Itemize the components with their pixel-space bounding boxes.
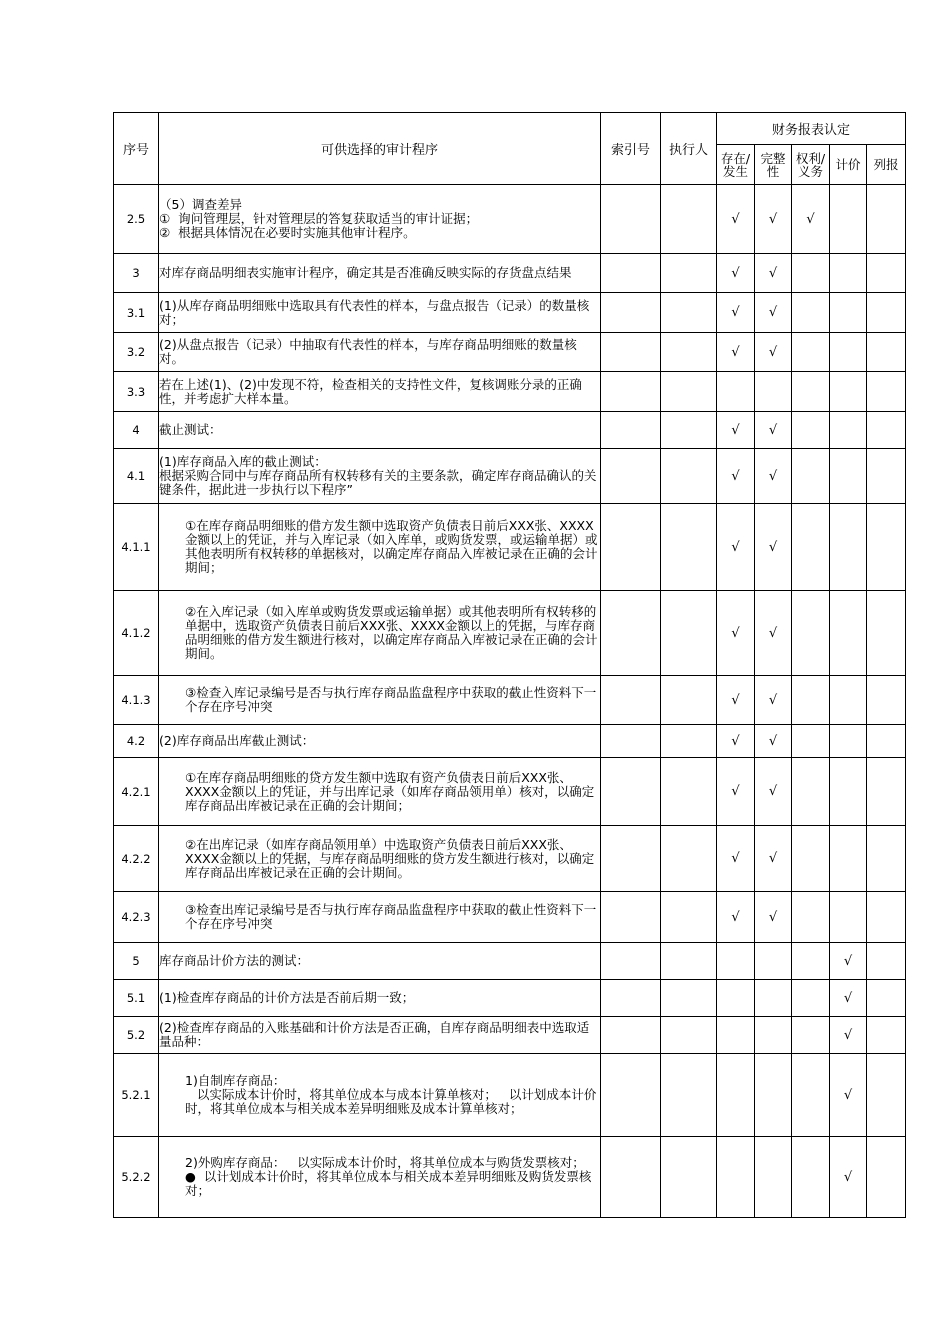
row-index-cell [601, 591, 661, 676]
row-mark-existence [717, 980, 755, 1017]
row-executor-cell [661, 758, 717, 826]
row-mark-completeness [755, 1054, 792, 1137]
row-mark-completeness: √ [755, 449, 792, 504]
row-procedure: ①在库存商品明细账的借方发生额中选取资产负债表日前后XXX张、XXXX金额以上的凭证，并与入库记录（如入库单，或购货发票，或运输单据）或其他表明所有权转移的单据核对，以确定库存商品入库被记录在正确的会计期间； [159, 504, 601, 591]
row-mark-completeness [755, 1017, 792, 1054]
row-seq: 3 [114, 254, 159, 293]
row-mark-presentation [867, 254, 906, 293]
row-mark-existence [717, 943, 755, 980]
row-mark-completeness: √ [755, 504, 792, 591]
table-row [114, 892, 906, 943]
row-mark-valuation: √ [830, 1137, 867, 1218]
row-mark-completeness: √ [755, 892, 792, 943]
row-mark-presentation [867, 333, 906, 372]
row-mark-rights [792, 504, 830, 591]
row-mark-completeness: √ [755, 725, 792, 758]
table-row [114, 1054, 906, 1137]
row-seq: 4.2.3 [114, 892, 159, 943]
row-mark-completeness: √ [755, 826, 792, 892]
row-mark-existence [717, 1054, 755, 1137]
row-mark-valuation [830, 333, 867, 372]
row-seq: 3.3 [114, 372, 159, 412]
row-mark-valuation: √ [830, 1017, 867, 1054]
row-mark-existence [717, 372, 755, 412]
row-mark-existence: √ [717, 504, 755, 591]
row-mark-rights [792, 758, 830, 826]
table-row [114, 826, 906, 892]
row-mark-existence: √ [717, 449, 755, 504]
row-mark-valuation [830, 725, 867, 758]
header-completeness: 完整性 [755, 145, 792, 185]
row-mark-valuation [830, 758, 867, 826]
row-seq: 5.2.1 [114, 1054, 159, 1137]
row-procedure: (2)检查库存商品的入账基础和计价方法是否正确，自库存商品明细表中选取适量品种： [159, 1017, 601, 1054]
row-mark-valuation [830, 185, 867, 254]
row-mark-valuation [830, 372, 867, 412]
row-procedure: ②在出库记录（如库存商品领用单）中选取资产负债表日前后XXX张、XXXX金额以上的凭据，与库存商品明细账的贷方发生额进行核对，以确定库存商品出库被记录在正确的会计期间。 [159, 826, 601, 892]
row-seq: 3.2 [114, 333, 159, 372]
table-row [114, 504, 906, 591]
row-executor-cell [661, 185, 717, 254]
row-mark-valuation [830, 412, 867, 449]
row-mark-valuation: √ [830, 943, 867, 980]
row-seq: 2.5 [114, 185, 159, 254]
row-executor-cell [661, 826, 717, 892]
row-index-cell [601, 293, 661, 333]
row-procedure: (1)从库存商品明细账中选取具有代表性的样本，与盘点报告（记录）的数量核对； [159, 293, 601, 333]
row-index-cell [601, 676, 661, 725]
row-mark-completeness: √ [755, 185, 792, 254]
row-mark-completeness [755, 372, 792, 412]
row-seq: 4.2.1 [114, 758, 159, 826]
row-executor-cell [661, 1054, 717, 1137]
row-seq: 4 [114, 412, 159, 449]
row-mark-completeness: √ [755, 676, 792, 725]
row-seq: 4.2 [114, 725, 159, 758]
row-procedure: 对库存商品明细表实施审计程序，确定其是否准确反映实际的存货盘点结果 [159, 254, 601, 293]
row-executor-cell [661, 333, 717, 372]
table-row [114, 185, 906, 254]
row-mark-existence: √ [717, 293, 755, 333]
row-seq: 5.2 [114, 1017, 159, 1054]
row-index-cell [601, 1137, 661, 1218]
row-mark-rights [792, 449, 830, 504]
row-mark-presentation [867, 826, 906, 892]
row-mark-presentation [867, 1017, 906, 1054]
row-mark-rights [792, 826, 830, 892]
row-mark-rights [792, 943, 830, 980]
row-index-cell [601, 372, 661, 412]
row-mark-rights [792, 372, 830, 412]
table-row [114, 412, 906, 449]
row-mark-rights [792, 676, 830, 725]
row-mark-valuation [830, 449, 867, 504]
row-procedure: 库存商品计价方法的测试： [159, 943, 601, 980]
row-index-cell [601, 504, 661, 591]
row-mark-presentation [867, 591, 906, 676]
row-seq: 4.2.2 [114, 826, 159, 892]
header-existence: 存在/发生 [717, 145, 755, 185]
row-index-cell [601, 412, 661, 449]
row-mark-existence: √ [717, 412, 755, 449]
row-mark-presentation [867, 185, 906, 254]
row-mark-presentation [867, 725, 906, 758]
row-mark-presentation [867, 504, 906, 591]
audit-procedures-table [113, 112, 906, 1218]
row-mark-completeness [755, 943, 792, 980]
row-executor-cell [661, 449, 717, 504]
row-mark-completeness: √ [755, 591, 792, 676]
row-procedure: 截止测试： [159, 412, 601, 449]
row-seq: 5.1 [114, 980, 159, 1017]
table-row [114, 333, 906, 372]
row-mark-existence: √ [717, 725, 755, 758]
row-mark-existence: √ [717, 591, 755, 676]
row-procedure: 1)自制库存商品： 以实际成本计价时，将其单位成本与成本计算单核对； 以计划成本计价时，将其单位成本与相关成本差异明细账及成本计算单核对； [159, 1054, 601, 1137]
row-index-cell [601, 943, 661, 980]
row-mark-presentation [867, 943, 906, 980]
table-row [114, 943, 906, 980]
table-row [114, 591, 906, 676]
row-procedure: ③检查出库记录编号是否与执行库存商品监盘程序中获取的截止性资料下一个存在序号冲突 [159, 892, 601, 943]
row-mark-rights [792, 980, 830, 1017]
row-procedure: 2)外购库存商品： 以实际成本计价时，将其单位成本与购货发票核对； ● 以计划成本计价时，将其单位成本与相关成本差异明细账及购货发票核对； [159, 1137, 601, 1218]
row-mark-valuation [830, 293, 867, 333]
row-mark-valuation [830, 676, 867, 725]
table-row [114, 293, 906, 333]
row-mark-existence: √ [717, 333, 755, 372]
row-procedure: 若在上述(1)、(2)中发现不符，检查相关的支持性文件，复核调账分录的正确性，并考虑扩大样本量。 [159, 372, 601, 412]
row-seq: 4.1 [114, 449, 159, 504]
row-mark-rights [792, 1137, 830, 1218]
row-mark-rights [792, 725, 830, 758]
row-procedure: (1)检查库存商品的计价方法是否前后期一致； [159, 980, 601, 1017]
header-seq: 序号 [114, 113, 159, 185]
table-row [114, 676, 906, 725]
row-mark-valuation [830, 892, 867, 943]
table-row [114, 725, 906, 758]
row-mark-valuation: √ [830, 980, 867, 1017]
row-mark-rights [792, 293, 830, 333]
row-index-cell [601, 980, 661, 1017]
table-row [114, 980, 906, 1017]
row-index-cell [601, 1017, 661, 1054]
row-executor-cell [661, 591, 717, 676]
row-mark-presentation [867, 372, 906, 412]
row-mark-rights: √ [792, 185, 830, 254]
row-seq: 3.1 [114, 293, 159, 333]
row-mark-completeness: √ [755, 758, 792, 826]
header-presentation: 列报 [867, 145, 906, 185]
table-row [114, 372, 906, 412]
table-row [114, 254, 906, 293]
row-index-cell [601, 333, 661, 372]
row-mark-completeness [755, 980, 792, 1017]
row-executor-cell [661, 676, 717, 725]
header-executor: 执行人 [661, 113, 717, 185]
row-mark-rights [792, 1017, 830, 1054]
row-mark-presentation [867, 293, 906, 333]
row-executor-cell [661, 412, 717, 449]
table-row [114, 758, 906, 826]
row-mark-existence: √ [717, 826, 755, 892]
row-mark-completeness: √ [755, 254, 792, 293]
row-mark-completeness: √ [755, 412, 792, 449]
row-procedure: (1)库存商品入库的截止测试： 根据采购合同中与库存商品所有权转移有关的主要条款，确定库存商品确认的关键条件，据此进一步执行以下程序” [159, 449, 601, 504]
row-index-cell [601, 254, 661, 293]
header-valuation: 计价 [830, 145, 867, 185]
row-mark-presentation [867, 449, 906, 504]
row-mark-presentation [867, 892, 906, 943]
row-seq: 4.1.2 [114, 591, 159, 676]
row-executor-cell [661, 1017, 717, 1054]
row-executor-cell [661, 293, 717, 333]
row-seq: 4.1.1 [114, 504, 159, 591]
row-index-cell [601, 892, 661, 943]
row-index-cell [601, 758, 661, 826]
row-mark-existence: √ [717, 892, 755, 943]
row-mark-presentation [867, 758, 906, 826]
row-mark-presentation [867, 1054, 906, 1137]
row-executor-cell [661, 943, 717, 980]
header-index: 索引号 [601, 113, 661, 185]
row-mark-existence [717, 1017, 755, 1054]
row-mark-presentation [867, 980, 906, 1017]
table-row [114, 1017, 906, 1054]
row-mark-existence [717, 1137, 755, 1218]
row-mark-rights [792, 412, 830, 449]
row-procedure: ②在入库记录（如入库单或购货发票或运输单据）或其他表明所有权转移的单据中，选取资产负债表日前后XXX张、XXXX金额以上的凭据，与库存商品明细账的借方发生额进行核对，以确定库存商品入库被记录在正确的会计期间。 [159, 591, 601, 676]
row-mark-valuation: √ [830, 1054, 867, 1137]
row-mark-completeness [755, 1137, 792, 1218]
row-mark-rights [792, 1054, 830, 1137]
row-executor-cell [661, 980, 717, 1017]
row-mark-presentation [867, 412, 906, 449]
table-row [114, 449, 906, 504]
row-seq: 5.2.2 [114, 1137, 159, 1218]
row-mark-completeness: √ [755, 333, 792, 372]
row-index-cell [601, 449, 661, 504]
row-mark-existence: √ [717, 185, 755, 254]
row-mark-rights [792, 254, 830, 293]
row-index-cell [601, 1054, 661, 1137]
row-procedure: (2)库存商品出库截止测试： [159, 725, 601, 758]
row-index-cell [601, 725, 661, 758]
header-assertions-group: 财务报表认定 [717, 113, 906, 145]
row-index-cell [601, 826, 661, 892]
row-procedure: （5）调查差异 ① 询问管理层，针对管理层的答复获取适当的审计证据； ② 根据具体情况在必要时实施其他审计程序。 [159, 185, 601, 254]
header-rights: 权利/义务 [792, 145, 830, 185]
header-procedure: 可供选择的审计程序 [159, 113, 601, 185]
row-mark-rights [792, 892, 830, 943]
row-seq: 5 [114, 943, 159, 980]
row-mark-existence: √ [717, 758, 755, 826]
row-mark-valuation [830, 504, 867, 591]
row-mark-valuation [830, 591, 867, 676]
row-procedure: (2)从盘点报告（记录）中抽取有代表性的样本，与库存商品明细账的数量核对。 [159, 333, 601, 372]
row-procedure: ①在库存商品明细账的贷方发生额中选取有资产负债表日前后XXX张、XXXX金额以上的凭证，并与出库记录（如库存商品领用单）核对，以确定库存商品出库被记录在正确的会计期间； [159, 758, 601, 826]
table-row [114, 1137, 906, 1218]
row-mark-existence: √ [717, 676, 755, 725]
row-mark-rights [792, 591, 830, 676]
row-mark-existence: √ [717, 254, 755, 293]
row-index-cell [601, 185, 661, 254]
row-mark-completeness: √ [755, 293, 792, 333]
row-seq: 4.1.3 [114, 676, 159, 725]
row-mark-valuation [830, 826, 867, 892]
row-mark-presentation [867, 1137, 906, 1218]
row-procedure: ③检查入库记录编号是否与执行库存商品监盘程序中获取的截止性资料下一个存在序号冲突 [159, 676, 601, 725]
row-executor-cell [661, 892, 717, 943]
row-mark-valuation [830, 254, 867, 293]
row-executor-cell [661, 725, 717, 758]
row-executor-cell [661, 254, 717, 293]
row-executor-cell [661, 372, 717, 412]
row-mark-rights [792, 333, 830, 372]
row-executor-cell [661, 504, 717, 591]
row-mark-presentation [867, 676, 906, 725]
row-executor-cell [661, 1137, 717, 1218]
